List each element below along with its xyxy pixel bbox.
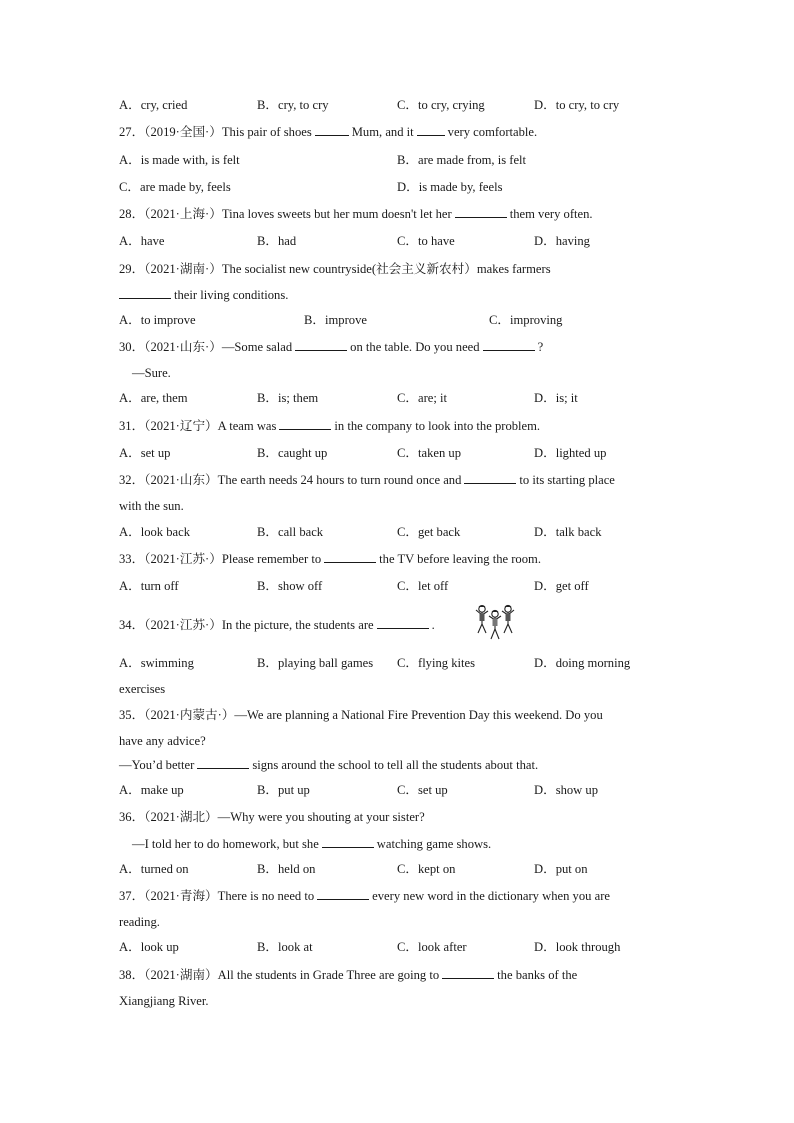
q29-blank[interactable] <box>119 287 171 299</box>
q27-option-c[interactable]: C．are made by, feels <box>119 180 231 194</box>
q37-option-a[interactable]: A．look up <box>119 940 179 954</box>
q31-option-d[interactable]: D．lighted up <box>534 446 607 460</box>
q31-option-a[interactable]: A．set up <box>119 446 171 460</box>
q28-option-b[interactable]: B．had <box>257 234 297 248</box>
q30-response: —Sure. <box>132 366 171 380</box>
q27-blank-1[interactable] <box>315 124 349 136</box>
q36-option-a[interactable]: A．turned on <box>119 862 189 876</box>
q32-prefix: 32．（2021·山东）The earth needs 24 hours to turn round once and <box>119 473 462 487</box>
q26-option-a[interactable]: A．cry, cried <box>119 98 188 112</box>
q35-stem-line3 <box>119 757 538 773</box>
q26-option-b[interactable]: B．cry, to cry <box>257 98 329 112</box>
q36-option-b[interactable]: B．held on <box>257 862 316 876</box>
q28-prefix: 28．（2021·上海·）Tina loves sweets but her mum doesn't let her <box>119 207 452 221</box>
q36-stem-line2 <box>132 836 491 852</box>
q27-suffix: very comfortable. <box>447 125 538 139</box>
q28-option-c[interactable]: C．to have <box>397 234 455 248</box>
q32-stem <box>119 472 615 488</box>
q28-stem <box>119 206 593 222</box>
q37-option-d[interactable]: D．look through <box>534 940 621 954</box>
q29-stem-line2 <box>119 287 288 303</box>
q35-prefix: —You’d better <box>119 758 195 772</box>
q29-stem-line1: 29．（2021·湖南·）The socialist new countryside(社会主义新农村）makes farmers <box>119 262 551 276</box>
q35-stem-line1: 35．（2021·内蒙古·）—We are planning a National Fire Prevention Day this weekend. Do you <box>119 708 603 722</box>
q36-option-c[interactable]: C．kept on <box>397 862 456 876</box>
q30-prefix: 30．（2021·山东·）—Some salad <box>119 340 293 354</box>
students-exercising-picture <box>474 602 516 642</box>
q28-blank[interactable] <box>455 206 507 218</box>
q30-stem <box>119 339 543 355</box>
q32-option-c[interactable]: C．get back <box>397 525 461 539</box>
q37-blank[interactable] <box>317 888 369 900</box>
q38-prefix: 38．（2021·湖南）All the students in Grade Three are going to <box>119 968 440 982</box>
q38-stem <box>119 967 577 983</box>
q35-stem-line2: have any advice? <box>119 734 206 748</box>
q34-prefix: 34．（2021·江苏·）In the picture, the students are <box>119 618 374 632</box>
q29-option-a[interactable]: A．to improve <box>119 313 196 327</box>
q32-blank[interactable] <box>464 472 516 484</box>
q33-stem <box>119 551 541 567</box>
q28-option-a[interactable]: A．have <box>119 234 165 248</box>
q30-option-d[interactable]: D．is; it <box>534 391 578 405</box>
q34-blank[interactable] <box>377 617 429 629</box>
q30-blank-1[interactable] <box>295 339 347 351</box>
q36-blank[interactable] <box>322 836 374 848</box>
q33-option-d[interactable]: D．get off <box>534 579 589 593</box>
q35-option-c[interactable]: C．set up <box>397 783 448 797</box>
q30-option-b[interactable]: B．is; them <box>257 391 319 405</box>
q38-suffix: the banks of the <box>497 968 578 982</box>
q35-option-b[interactable]: B．put up <box>257 783 310 797</box>
q34-option-c[interactable]: C．flying kites <box>397 656 476 670</box>
q36-stem-line1: 36．（2021·湖北）—Why were you shouting at your sister? <box>119 810 425 824</box>
q30-mid: on the table. Do you need <box>350 340 480 354</box>
q28-suffix: them very often. <box>509 207 593 221</box>
q31-stem <box>119 418 540 434</box>
q27-option-b[interactable]: B．are made from, is felt <box>397 153 527 167</box>
q29-option-c[interactable]: C．improving <box>489 313 563 327</box>
q28-option-d[interactable]: D．having <box>534 234 590 248</box>
q34-suffix: . <box>431 618 435 632</box>
q33-suffix: the TV before leaving the room. <box>379 552 541 566</box>
q27-stem <box>119 124 537 140</box>
q35-suffix: signs around the school to tell all the students about that. <box>252 758 539 772</box>
q30-option-a[interactable]: A．are, them <box>119 391 188 405</box>
q36-prefix: —I told her to do homework, but she <box>132 837 319 851</box>
q26-option-d[interactable]: D．to cry, to cry <box>534 98 620 112</box>
q37-stem <box>119 888 610 904</box>
q27-option-d[interactable]: D．is made by, feels <box>397 180 503 194</box>
q30-suffix: ? <box>537 340 544 354</box>
q36-suffix: watching game shows. <box>376 837 492 851</box>
q32-option-d[interactable]: D．talk back <box>534 525 602 539</box>
q31-blank[interactable] <box>279 418 331 430</box>
q32-stem-line2: with the sun. <box>119 499 184 513</box>
q30-blank-2[interactable] <box>483 339 535 351</box>
q27-option-a[interactable]: A．is made with, is felt <box>119 153 240 167</box>
q31-option-c[interactable]: C．taken up <box>397 446 462 460</box>
q33-prefix: 33．（2021·江苏·）Please remember to <box>119 552 322 566</box>
q36-option-d[interactable]: D．put on <box>534 862 588 876</box>
q38-blank[interactable] <box>442 967 494 979</box>
q35-option-a[interactable]: A．make up <box>119 783 184 797</box>
q31-prefix: 31．（2021·辽宁）A team was <box>119 419 277 433</box>
q34-stem <box>119 617 435 633</box>
q31-suffix: in the company to look into the problem. <box>334 419 541 433</box>
q29-suffix: their living conditions. <box>174 288 289 302</box>
q34-option-d-continued: exercises <box>119 682 166 696</box>
q32-suffix: to its starting place <box>519 473 615 487</box>
q37-prefix: 37．（2021·青海）There is no need to <box>119 889 315 903</box>
q35-option-d[interactable]: D．show up <box>534 783 599 797</box>
q34-option-a[interactable]: A．swimming <box>119 656 194 670</box>
q34-option-b[interactable]: B．playing ball games <box>257 656 374 670</box>
q27-blank-2[interactable] <box>417 124 445 136</box>
q30-option-c[interactable]: C．are; it <box>397 391 448 405</box>
q27-mid: Mum, and it <box>351 125 414 139</box>
q33-option-c[interactable]: C．let off <box>397 579 449 593</box>
q37-option-b[interactable]: B．look at <box>257 940 313 954</box>
q35-blank[interactable] <box>197 757 249 769</box>
q34-option-d[interactable]: D．doing morning <box>534 656 631 670</box>
q27-prefix: 27．（2019·全国·）This pair of shoes <box>119 125 312 139</box>
q29-option-b[interactable]: B．improve <box>304 313 367 327</box>
q37-option-c[interactable]: C．look after <box>397 940 467 954</box>
q31-option-b[interactable]: B．caught up <box>257 446 328 460</box>
q33-blank[interactable] <box>324 551 376 563</box>
q37-stem-line2: reading. <box>119 915 160 929</box>
q32-option-b[interactable]: B．call back <box>257 525 324 539</box>
q37-suffix: every new word in the dictionary when you are <box>372 889 610 903</box>
q32-option-a[interactable]: A．look back <box>119 525 190 539</box>
q38-stem-line2: Xiangjiang River. <box>119 994 209 1008</box>
q33-option-b[interactable]: B．show off <box>257 579 323 593</box>
q26-option-c[interactable]: C．to cry, crying <box>397 98 485 112</box>
q33-option-a[interactable]: A．turn off <box>119 579 179 593</box>
